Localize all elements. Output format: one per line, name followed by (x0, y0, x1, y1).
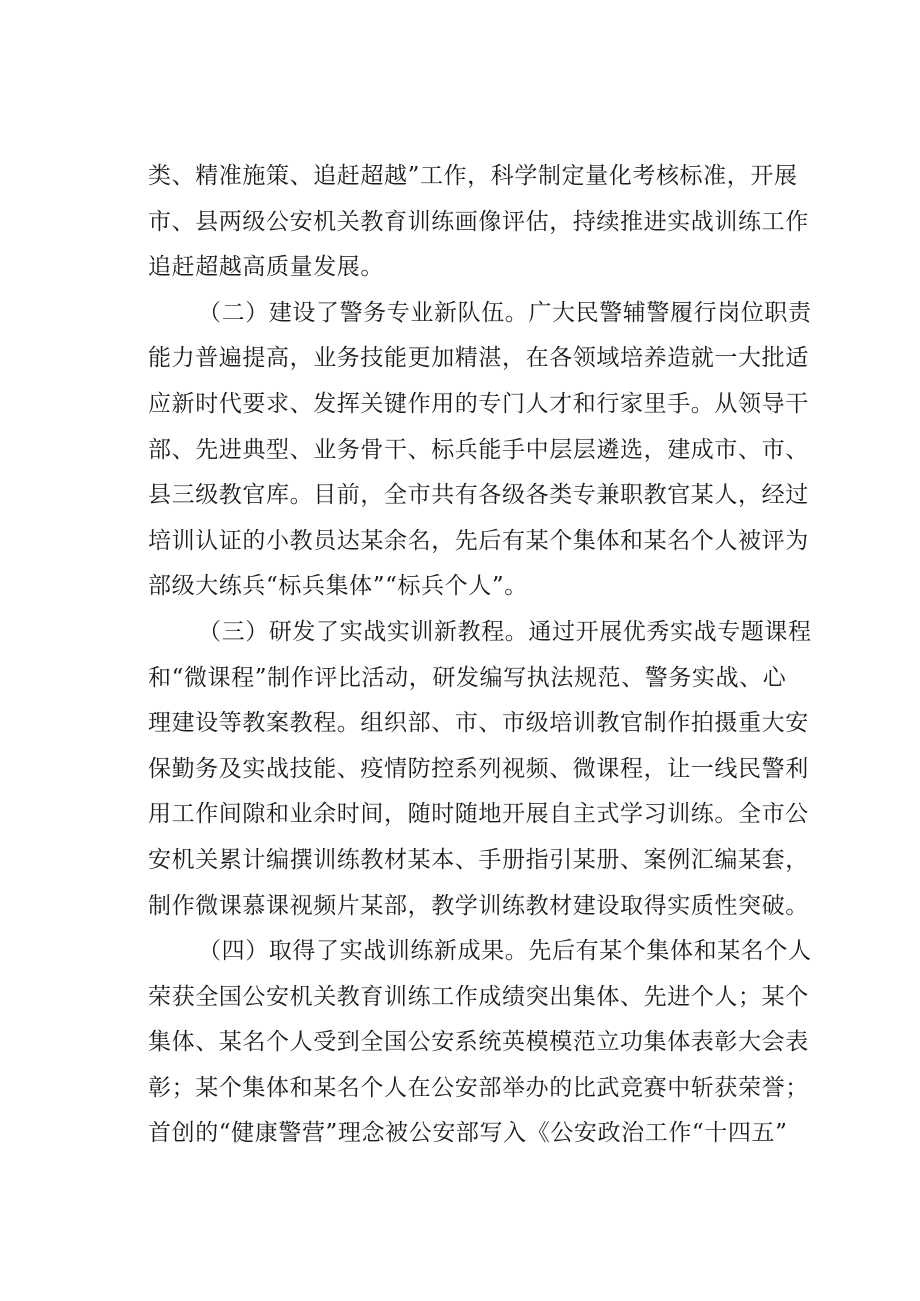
text-line: 保勤务及实战技能、疫情防控系列视频、微课程，让一线民警利 (148, 755, 809, 782)
paragraph-first-line: （四）取得了实战训练新成果。先后有某个集体和某名个人 (198, 938, 812, 965)
text-line: 能力普遍提高，业务技能更加精湛，在各领域培养造就一大批适 (148, 345, 809, 372)
text-line: 荣获全国公安机关教育训练工作成绩突出集体、先进个人；某个 (148, 983, 809, 1010)
text-line: 应新时代要求、发挥关键作用的专门人才和行家里手。从领导干 (148, 390, 809, 417)
text-line: 县三级教官库。目前，全市共有各级各类专兼职教官某人，经过 (148, 482, 809, 509)
text-line: 培训认证的小教员达某余名，先后有某个集体和某名个人被评为 (148, 527, 809, 554)
text-line: 追赶超越高质量发展。 (148, 254, 384, 281)
paragraph-first-line: （三）研发了实战实训新教程。通过开展优秀实战专题课程 (198, 618, 812, 645)
body-text (148, 154, 828, 1157)
text-line: 部级大练兵“标兵集体”“标兵个人”。 (148, 573, 528, 600)
text-line: 首创的“健康警营”理念被公安部写入《公安政治工作“十四五” (148, 1120, 788, 1147)
text-line: 制作微课慕课视频片某部，教学训练教材建设取得实质性突破。 (148, 892, 809, 919)
paragraph-4 (148, 929, 828, 1157)
text-line: 用工作间隙和业余时间，随时随地开展自主式学习训练。全市公 (148, 801, 809, 828)
text-line: 理建设等教案教程。组织部、市、市级培训教官制作拍摄重大安 (148, 710, 809, 737)
text-line: 彰；某个集体和某名个人在公安部举办的比武竞赛中斩获荣誉； (148, 1074, 809, 1101)
text-line: 类、精准施策、追赶超越”工作，科学制定量化考核标准，开展 (148, 163, 798, 189)
paragraph-first-line: （二）建设了警务专业新队伍。广大民警辅警履行岗位职责 (198, 299, 812, 326)
text-line: 和“微课程”制作评比活动，研发编写执法规范、警务实战、心 (148, 664, 787, 691)
text-line: 市、县两级公安机关教育训练画像评估，持续推进实战训练工作 (148, 208, 809, 235)
text-line: 集体、某名个人受到全国公安系统英模模范立功集体表彰大会表 (148, 1029, 809, 1056)
paragraph-3 (148, 610, 828, 929)
paragraph-2 (148, 291, 828, 610)
paragraph-1 (148, 154, 828, 291)
text-line: 部、先进典型、业务骨干、标兵能手中层层遴选，建成市、市、 (148, 436, 809, 463)
text-line: 安机关累计编撰训练教材某本、手册指引某册、案例汇编某套， (148, 846, 809, 873)
